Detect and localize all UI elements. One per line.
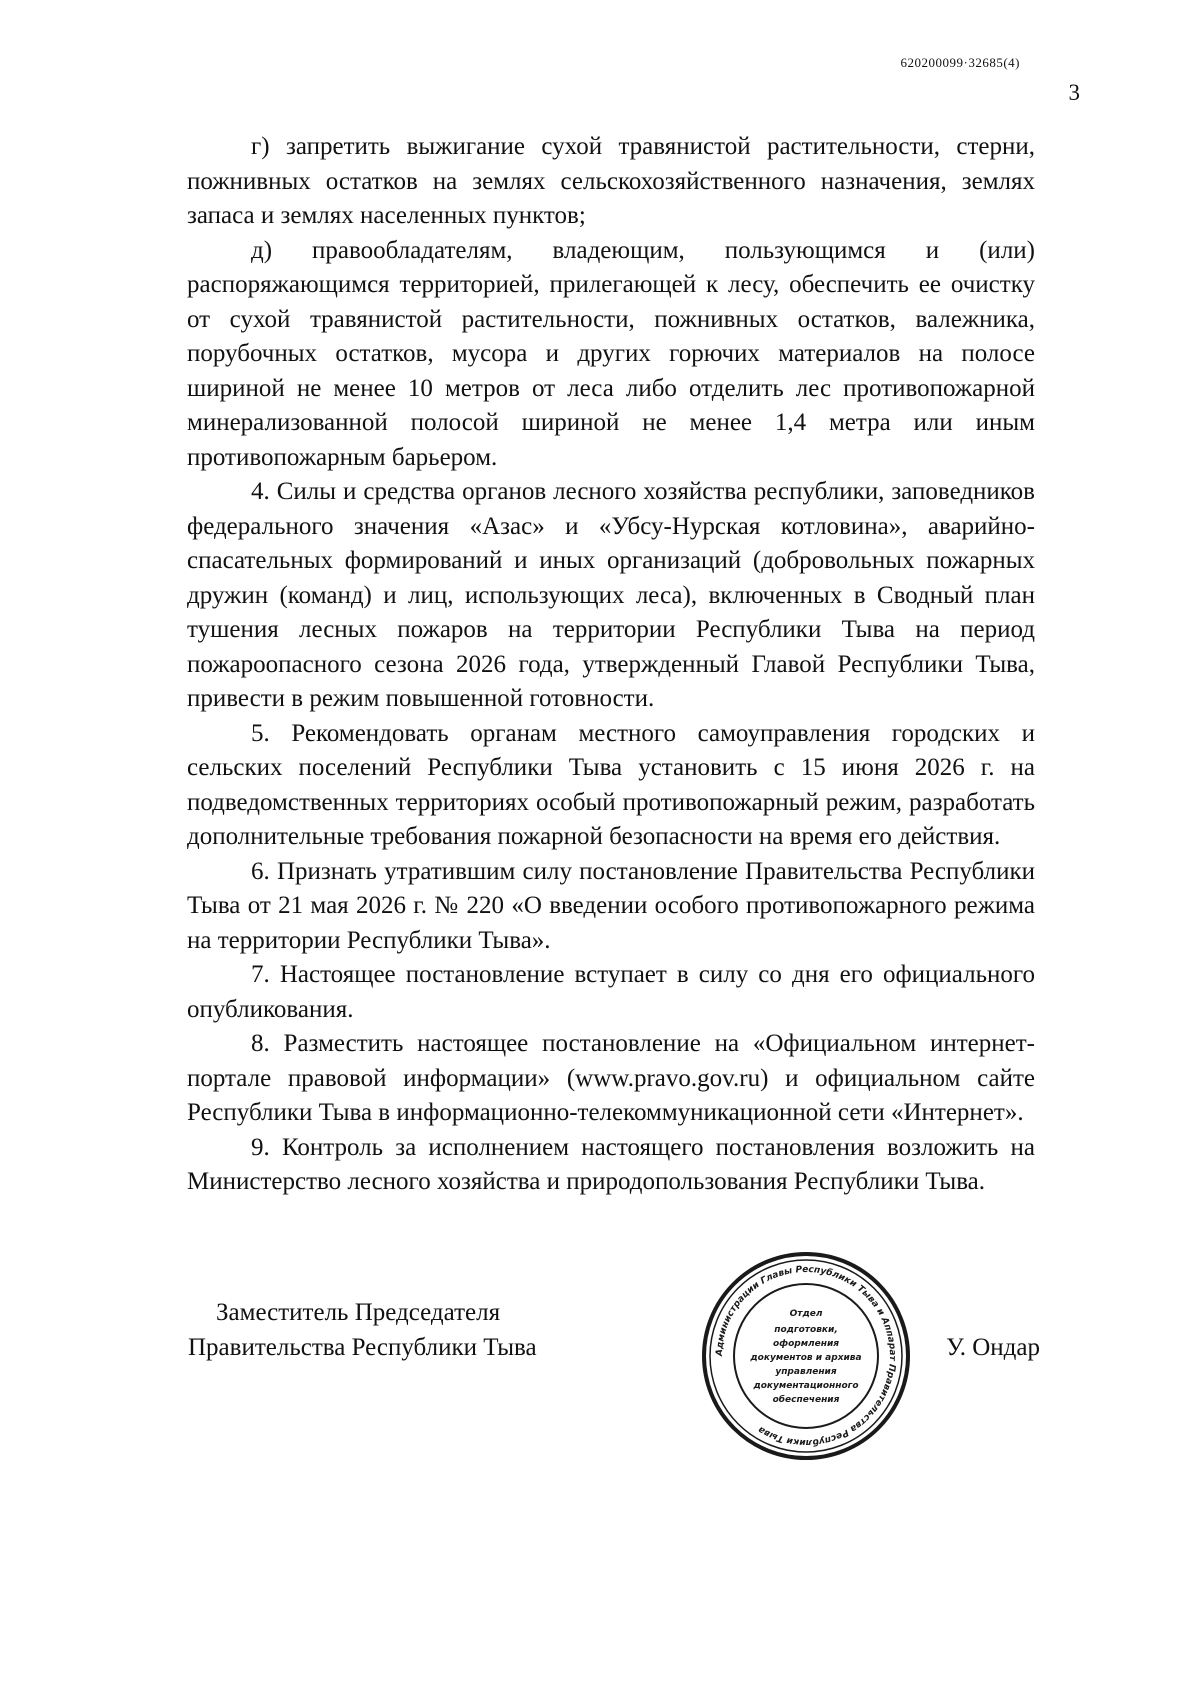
paragraph-8: 8. Разместить настоящее постановление на «Официальном интернет-портале правовой информации» (www.pravo.gov.ru) и официальном сайте Республики Тыва в информационно-телекоммуникационной сети «Интернет». [187, 1030, 1035, 1126]
signer-title-line2: Правительства Республики Тыва [188, 1334, 537, 1361]
seal-line-5: управления [775, 1367, 837, 1377]
paragraph-6: 6. Признать утратившим силу постановление Правительства Республики Тыва от 21 мая 2026 г. № 220 «О введении особого противопожарного режима на территории Республики Тыва». [187, 857, 1035, 954]
paragraph-g: г) запретить выжигание сухой травянистой растительности, стерни, пожнивных остатков на землях сельскохозяйственного назначения, землях запаса и землях населенных пунктов; [187, 133, 1035, 229]
official-seal [700, 1250, 912, 1462]
seal-line-7: обеспечения [772, 1395, 840, 1405]
seal-line-3: оформления [772, 1339, 840, 1349]
signer-title-line1: Заместитель Председателя [216, 1299, 501, 1326]
paragraph-4: 4. Силы и средства органов лесного хозяйства республики, заповедников федерального значения «Азас» и «Убсу-Нурская котловина», аварийно-спасательных формирований и иных организаций (добровольных пожарных дружин (команд) и лиц, использующих леса), включенных в Сводный план тушения лесных пожаров на территории Республики Тыва на период пожароопасного сезона 2026 года, утвержденный Главой Республики Тыва, привести в режим повышенной готовности. [187, 478, 1035, 712]
seal-line-6: документационного [753, 1381, 859, 1391]
document-body [187, 130, 1035, 1200]
paragraph-5: 5. Рекомендовать органам местного самоуправления городских и сельских поселений Республики Тыва установить с 15 июня 2026 г. на подведомственных территориях особый противопожарный режим, разработать дополнительные требования пожарной безопасности на время его действия. [187, 719, 1035, 850]
paragraph-7: 7. Настоящее постановление вступает в силу со дня его официального опубликования. [187, 961, 1035, 1023]
page-number: 3 [1068, 80, 1080, 105]
document-code: 620200099·32685(4) [900, 55, 1020, 70]
seal-inner-text [749, 1309, 861, 1405]
signer-title [188, 1295, 588, 1365]
paragraph-9: 9. Контроль за исполнением настоящего постановления возложить на Министерство лесного хозяйства и природопользования Республики Тыва. [187, 1133, 1035, 1195]
signer-name: У. Ондар [946, 1334, 1040, 1361]
seal-line-4: документов и архива [750, 1353, 862, 1363]
seal-line-2: подготовки, [774, 1325, 838, 1335]
seal-line-1: Отдел [789, 1309, 823, 1319]
seal-ring-text: Администрации Главы Республики Тыва и Аппарат Правительства Республики Тыва [714, 1264, 898, 1448]
paragraph-d: д) правообладателям, владеющим, пользующимся и (или) распоряжающимся территорией, прилегающей к лесу, обеспечить ее очистку от сухой травянистой растительности, пожнивных остатков, валежника, порубочных остатков, мусора и других горючих материалов на полосе шириной не менее 10 метров от леса либо отделить лес противопожарной минерализованной полосой шириной не менее 1,4 метра или иным противопожарным барьером. [187, 236, 1035, 471]
